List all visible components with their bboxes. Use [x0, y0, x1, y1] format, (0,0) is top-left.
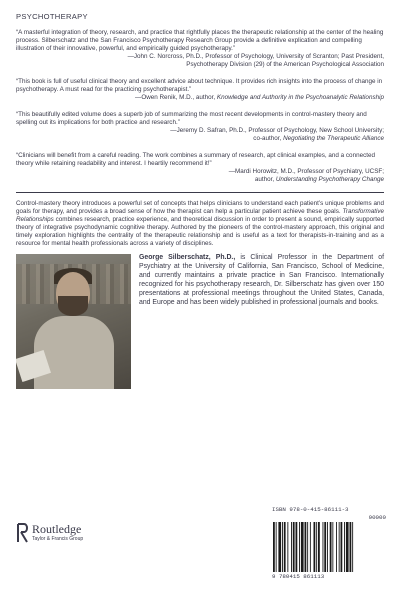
routledge-logo-icon [16, 522, 30, 544]
quote-text: “This book is full of useful clinical theory and excellent advice about technique. It provides rich insights into the process of change in psychotherapy. A must read for the practicing psychotherapist.” [16, 78, 383, 93]
attribution-author: author, [254, 176, 276, 183]
quote-2 [16, 78, 384, 102]
category-label: PSYCHOTHERAPY [16, 12, 88, 21]
author-bio-text: is Clinical Professor in the Department of Psychiatry at the University of California, San Francisco, School of Medicine, and currently maintains a private practice in San Francisco. Internationally recognized for his psychotherapy research, Dr. Silberschatz has given over 150 presentations at professional meetings throughout the United States, Canada, and Europe and has been widely published in professional journals and books. [139, 254, 384, 306]
attribution-line: Psychotherapy Division (29) of the American Psychological Association [186, 61, 384, 68]
barcode-area [268, 506, 388, 584]
quote-3 [16, 111, 384, 143]
quote-text: “A masterful integration of theory, research, and practice that rightfully places the therapeutic relationship at the center of the healing process. Silberschatz and the San Francisco Psychotherapy Research Group provide a definitive explication and compelling illustration of their innovative, powerful, and empirically guided psychotherapy.” [16, 29, 384, 52]
quote-attribution [16, 94, 384, 102]
description-book-title: Transformative Relationships [16, 208, 384, 223]
divider [16, 192, 384, 193]
attribution-author: co-author, [253, 135, 284, 142]
publisher-logo [16, 522, 146, 558]
attribution-book-title: Knowledge and Authority in the Psychoanalytic Relationship [216, 94, 384, 101]
author-name: George Silberschatz, Ph.D., [139, 254, 236, 261]
barcode-image [272, 522, 384, 572]
barcode-number: 9 780415 861113 [272, 573, 325, 580]
attribution-line: —Mardi Horowitz, M.D., Professor of Psychiatry, UCSF; [228, 168, 384, 175]
isbn-text: ISBN 978-0-415-86111-3 [272, 506, 349, 513]
description-text: Control-mastery theory introduces a powerful set of concepts that helps clinicians to understand each patient’s unique problems and goals for therapy, and provides a broad sense of how the therapist can help a particular patient achieve these goals. [16, 200, 384, 215]
publisher-group: Taylor & Francis Group [32, 536, 84, 542]
attribution-book-title: Understanding Psychotherapy Change [275, 176, 384, 183]
attribution-line: —John C. Norcross, Ph.D., Professor of Psychology, University of Scranton; Past President, [127, 53, 384, 60]
quote-4 [16, 152, 384, 184]
quote-1 [16, 29, 384, 69]
quote-attribution [16, 53, 384, 69]
attribution-book-title: Negotiating the Therapeutic Alliance [283, 135, 384, 142]
description-text: combines research, practice experience, and theoretical discussion in order to present a sound, empirically supported theory of integrative psychodynamic cognitive therapy. Authored by the pioneers of the control-mastery approach, this original and timely exploration highlights the centrality of the therapeutic relationship and is useful as a text for therapists-in-training and as a resource for mental health professionals across a variety of disciplines. [16, 216, 384, 247]
author-photo [16, 254, 131, 389]
attribution-author: —Owen Renik, M.D., author, [135, 94, 217, 101]
quote-attribution [16, 127, 384, 143]
quote-attribution [16, 168, 384, 184]
book-description [16, 200, 384, 248]
price-code: 90000 [368, 514, 386, 521]
author-bio [139, 254, 384, 307]
publisher-name: Routledge [32, 522, 82, 536]
author-section [16, 254, 384, 464]
attribution-line: —Jeremy D. Safran, Ph.D., Professor of Psychology, New School University; [170, 127, 384, 134]
quote-text: “This beautifully edited volume does a superb job of summarizing the most recent developments in control-mastery theory and spelling out its implications for both practice and research.” [16, 111, 367, 126]
quote-text: “Clinicians will benefit from a careful reading. The work combines a summary of research, apt clinical examples, and a connected theory while retaining readability and interest. I heartily recommend it!” [16, 152, 375, 167]
